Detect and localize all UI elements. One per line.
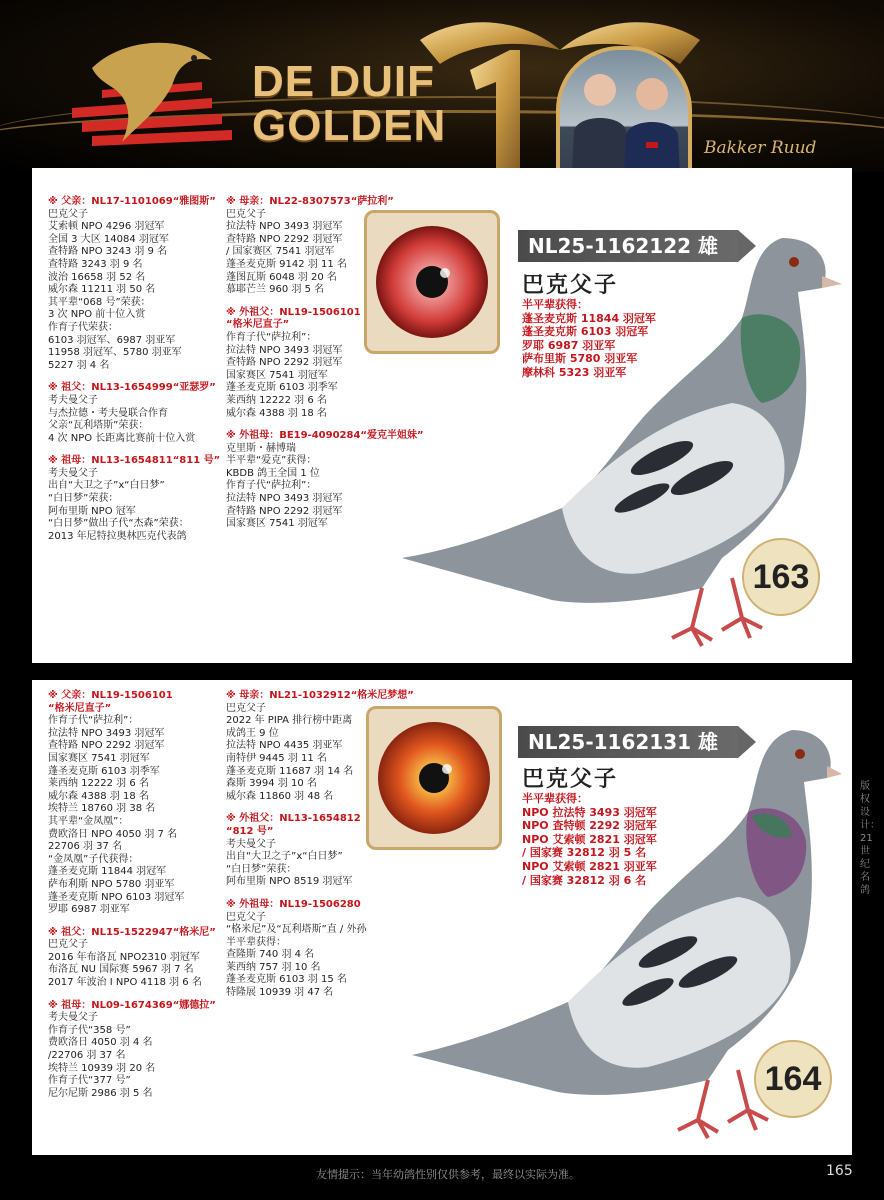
pedigree-heading-name: “812 号” xyxy=(226,825,274,837)
pedigree-block xyxy=(48,927,228,990)
pedigree-line: 蓬圣麦克斯 11687 羽 14 名 xyxy=(226,765,354,777)
pedigree-line: 莱西纳 12222 羽 6 名 xyxy=(48,778,149,790)
pedigree-line: 查特路 NPO 2292 羽冠军 xyxy=(48,740,165,752)
award-item: 萨布里斯 5780 羽亚军 xyxy=(522,352,638,366)
pedigree-heading: ※ 祖父：NL15-1522947“格米尼” xyxy=(48,926,216,938)
award-item: NPO 艾索顿 2821 羽冠军 xyxy=(522,832,657,846)
award-item: NPO 艾索顿 2821 羽亚军 xyxy=(522,859,657,873)
pedigree-line: KBDB 鸽王全国 1 位 xyxy=(226,467,320,479)
pedigree-line: 森斯 3994 羽 10 名 xyxy=(226,778,317,790)
pedigree-line: 南特伊 9445 羽 11 名 xyxy=(226,752,327,764)
pedigree-line: 其平辈“068 号”荣获： xyxy=(48,296,151,308)
pedigree-line: “白日梦”荣获： xyxy=(48,493,119,505)
pedigree-line: 国家赛区 7541 羽冠军 xyxy=(226,369,328,381)
pedigree-line: 巴克父子 xyxy=(226,702,266,714)
pedigree-line: 蓬圣麦克斯 11844 羽冠军 xyxy=(48,866,167,878)
pedigree-line: 查隆斯 740 羽 4 名 xyxy=(226,949,315,961)
pedigree-heading: ※ 母亲：NL21-1032912“格米尼梦想” xyxy=(226,690,414,701)
pedigree-line: 查特路 3243 羽 9 名 xyxy=(48,258,143,270)
ring-number-tag: NL25-1162131 雄 xyxy=(518,726,738,758)
award-item: 摩林科 5323 羽亚军 xyxy=(522,365,627,379)
pedigree-line: 蓬圣麦克斯 6103 羽 15 名 xyxy=(226,974,347,986)
pedigree-line: 威尔森 11860 羽 48 名 xyxy=(226,790,334,802)
pedigree-line: 巴克父子 xyxy=(226,911,266,923)
pedigree-line: / 国家赛区 7541 羽冠军 xyxy=(226,246,335,258)
pedigree-line: 阿布里斯 NPO 8519 羽冠军 xyxy=(226,876,353,888)
pedigree-line: 6103 羽冠军、6987 羽亚军 xyxy=(48,334,176,346)
brand-title xyxy=(252,57,447,150)
award-item: NPO 查特顿 2292 羽冠军 xyxy=(522,819,657,833)
pedigree-line: 特隆展 10939 羽 47 名 xyxy=(226,987,334,999)
pedigree-line: 蓬圣麦克斯 NPO 6103 羽冠军 xyxy=(48,891,185,903)
pedigree-line: 全国 3 大区 14084 羽冠军 xyxy=(48,233,169,245)
pedigree-line: 考夫曼父子 xyxy=(48,1012,98,1024)
pedigree-heading: ※ 父亲：NL19-1506101 xyxy=(48,690,173,701)
pedigree-heading-name: “格米尼直子” xyxy=(226,319,290,331)
pedigree-line: 蓬图瓦斯 6048 羽 20 名 xyxy=(226,271,337,283)
pedigree-heading: ※ 祖母：NL09-1674369“娜德拉” xyxy=(48,999,216,1011)
pedigree-line: 考夫曼父子 xyxy=(48,394,98,406)
breeder-signature: Bakker Ruud xyxy=(704,138,817,158)
award-item: NPO 拉法特 3493 羽冠军 xyxy=(522,805,657,819)
pedigree-line: 威尔森 11211 羽 50 名 xyxy=(48,284,156,296)
pedigree-line: 巴克父子 xyxy=(48,208,88,220)
pedigree-line: “白日梦”做出子代“杰森”荣获： xyxy=(48,518,189,530)
pigeon-card-2 xyxy=(32,680,852,1155)
owner-name: 巴克父子 xyxy=(522,767,619,792)
pedigree-line: “白日梦”荣获： xyxy=(226,863,297,875)
pedigree-line: 费欧洛日 4050 羽 4 名 xyxy=(48,1037,153,1049)
pedigree-line: “金凤凰”子代获得： xyxy=(48,853,139,865)
badge-number: 163 xyxy=(752,558,810,596)
pedigree-block xyxy=(226,899,426,1000)
pedigree-heading: ※ 母亲：NL22-8307573“萨拉利” xyxy=(226,196,394,207)
badge-number: 164 xyxy=(764,1060,822,1098)
pedigree-block xyxy=(48,1000,228,1101)
pedigree-line: 作育子代“377 号” xyxy=(48,1075,131,1087)
pedigree-line: 巴克父子 xyxy=(48,939,88,951)
ring-number-tag: NL25-1162122 雄 xyxy=(518,230,738,262)
pedigree-line: 出自“大卫之子”x“白日梦” xyxy=(48,480,165,492)
awards-title: 半平辈获得： xyxy=(522,298,588,311)
page-badge xyxy=(754,1040,832,1118)
brand-line-1: DE DUIF xyxy=(252,57,435,106)
pedigree-heading: ※ 外祖母：NL19-1506280 xyxy=(226,898,361,910)
breeders-photo xyxy=(556,46,692,172)
pedigree-heading: ※ 外祖母：BE19-4090284“爱克半姐妹” xyxy=(226,430,424,442)
pedigree-heading: ※ 祖母：NL13-1654811“811 号” xyxy=(48,455,221,467)
pedigree-line: 22706 羽 37 名 xyxy=(48,841,123,853)
pedigree-line: 查特路 NPO 2292 羽冠军 xyxy=(226,357,343,369)
pedigree-line: 蓬圣麦克斯 9142 羽 11 名 xyxy=(226,258,347,270)
pedigree-line: 其平辈“金凤凰”： xyxy=(48,815,129,827)
pedigree-line: 成鸽王 9 位 xyxy=(226,727,279,739)
pedigree-line: 波治 16658 羽 52 名 xyxy=(48,271,146,283)
award-item: 罗耶 6987 羽亚军 xyxy=(522,338,616,352)
pedigree-line: 作育子代“萨拉利”： xyxy=(226,480,317,492)
pedigree-line: 威尔森 4388 羽 18 名 xyxy=(226,407,327,419)
pedigree-line: 国家赛区 7541 羽冠军 xyxy=(226,518,328,530)
pedigree-line: 蓬圣麦克斯 6103 羽季军 xyxy=(48,765,160,777)
pedigree-line: 2016 年布洛瓦 NPO2310 羽冠军 xyxy=(48,951,200,963)
pedigree-line: 拉法特 NPO 3493 羽冠军 xyxy=(226,493,343,505)
pedigree-line: 作育子代“萨拉利”： xyxy=(226,331,317,343)
pedigree-line: 国家赛区 7541 羽冠军 xyxy=(48,752,150,764)
pedigree-line: 拉法特 NPO 3493 羽冠军 xyxy=(226,221,343,233)
pedigree-line: “格米尼”及“瓦利塔斯”直 / 外孙 xyxy=(226,924,367,936)
pedigree-line: 父亲“瓦利塔斯”荣获： xyxy=(48,420,149,432)
pedigree-line: 11958 羽冠军、5780 羽亚军 xyxy=(48,347,182,359)
pedigree-block xyxy=(48,455,228,543)
pedigree-line: 半平辈获得： xyxy=(226,936,286,948)
pedigree-line: 慕耶芒兰 960 羽 5 名 xyxy=(226,284,325,296)
pedigree-line: 查特路 NPO 3243 羽 9 名 xyxy=(48,246,168,258)
award-item: / 国家赛 32812 羽 5 名 xyxy=(522,846,647,860)
pedigree-line: 2017 年波治 I NPO 4118 羽 6 名 xyxy=(48,977,202,989)
pedigree-line: 2022 年 PIPA 排行榜中距离 xyxy=(226,715,353,727)
awards-title: 半平辈获得： xyxy=(522,792,588,805)
pedigree-block xyxy=(48,382,228,445)
pedigree-block xyxy=(48,690,228,917)
pedigree-block xyxy=(48,196,228,372)
pedigree-line: 埃特兰 18760 羽 38 名 xyxy=(48,803,156,815)
pedigree-line: 埃特兰 10939 羽 20 名 xyxy=(48,1062,156,1074)
pedigree-line: 拉法特 NPO 3493 羽冠军 xyxy=(48,727,165,739)
pedigree-line: 考夫曼父子 xyxy=(226,838,276,850)
pedigree-line: 考夫曼父子 xyxy=(48,467,98,479)
pedigree-line: 蓬圣麦克斯 6103 羽季军 xyxy=(226,382,338,394)
pedigree-paternal-1 xyxy=(48,196,228,553)
pedigree-line: 半平辈“爱克”获得： xyxy=(226,455,317,467)
pedigree-heading: ※ 父亲：NL17-1101069“雅图斯” xyxy=(48,196,216,207)
pedigree-line: 威尔森 4388 羽 18 名 xyxy=(48,790,149,802)
pedigree-line: 艾索顿 NPO 4296 羽冠军 xyxy=(48,221,165,233)
pedigree-heading: ※ 外祖父：NL13-1654812 xyxy=(226,813,361,825)
pedigree-line: 尼尔尼斯 2986 羽 5 名 xyxy=(48,1087,153,1099)
pedigree-heading-name: “格米尼直子” xyxy=(48,702,112,714)
side-credit: 版权设计：21 世纪名鸽 xyxy=(860,781,880,896)
pedigree-line: 莱西纳 12222 羽 6 名 xyxy=(226,394,327,406)
brand-line-2: GOLDEN xyxy=(252,101,447,150)
pedigree-line: 作育子代“萨拉利”： xyxy=(48,715,139,727)
pedigree-block xyxy=(226,430,426,531)
pedigree-line: 2013 年尼特拉奥林匹克代表鸽 xyxy=(48,530,187,542)
pedigree-line: 查特路 NPO 2292 羽冠军 xyxy=(226,505,343,517)
pedigree-line: 费欧洛日 NPO 4050 羽 7 名 xyxy=(48,828,178,840)
pedigree-line: 查特路 NPO 2292 羽冠军 xyxy=(226,233,343,245)
pedigree-line: 莱西纳 757 羽 10 名 xyxy=(226,961,321,973)
dove-logo-icon xyxy=(62,30,232,155)
award-item: / 国家赛 32812 羽 6 名 xyxy=(522,873,647,887)
pedigree-line: 萨布利斯 NPO 5780 羽亚军 xyxy=(48,878,175,890)
pedigree-line: 拉法特 NPO 4435 羽亚军 xyxy=(226,740,343,752)
pedigree-line: 阿布里斯 NPO 冠军 xyxy=(48,505,136,517)
pigeon-card-1 xyxy=(32,168,852,663)
award-item: 蓬圣麦克斯 11844 羽冠军 xyxy=(522,311,656,325)
pedigree-line: 罗耶 6987 羽亚军 xyxy=(48,904,130,916)
page-number: 165 xyxy=(826,1163,853,1179)
pedigree-line: 布洛瓦 NU 国际赛 5967 羽 7 名 xyxy=(48,964,194,976)
pedigree-line: 出自“大卫之子”x“白日梦” xyxy=(226,851,343,863)
owner-name: 巴克父子 xyxy=(522,273,619,298)
pedigree-line: 与杰拉德・考夫曼联合作育 xyxy=(48,407,168,419)
footer-note: 友情提示：当年幼鸽性别仅供参考，最终以实际为准。 xyxy=(316,1168,580,1181)
pedigree-line: 克里斯・赫博瑞 xyxy=(226,442,296,454)
pedigree-line: 3 次 NPO 前十位入赏 xyxy=(48,309,146,321)
pedigree-line: /22706 羽 37 名 xyxy=(48,1050,126,1062)
pedigree-line: 巴克父子 xyxy=(226,208,266,220)
pedigree-heading: ※ 外祖父：NL19-1506101 xyxy=(226,306,361,318)
pedigree-line: 拉法特 NPO 3493 羽冠军 xyxy=(226,344,343,356)
pedigree-line: 作育子代荣获： xyxy=(48,321,118,333)
header-banner xyxy=(0,0,884,172)
page-badge xyxy=(742,538,820,616)
pedigree-paternal-2 xyxy=(48,690,228,1110)
pedigree-heading: ※ 祖父：NL13-1654999“亚瑟罗” xyxy=(48,382,216,394)
award-item: 蓬圣麦克斯 6103 羽冠军 xyxy=(522,325,649,339)
pedigree-line: 4 次 NPO 长距离比赛前十位入赏 xyxy=(48,432,196,444)
pedigree-line: 5227 羽 4 名 xyxy=(48,359,110,371)
pedigree-line: 作育子代“358 号” xyxy=(48,1024,131,1036)
